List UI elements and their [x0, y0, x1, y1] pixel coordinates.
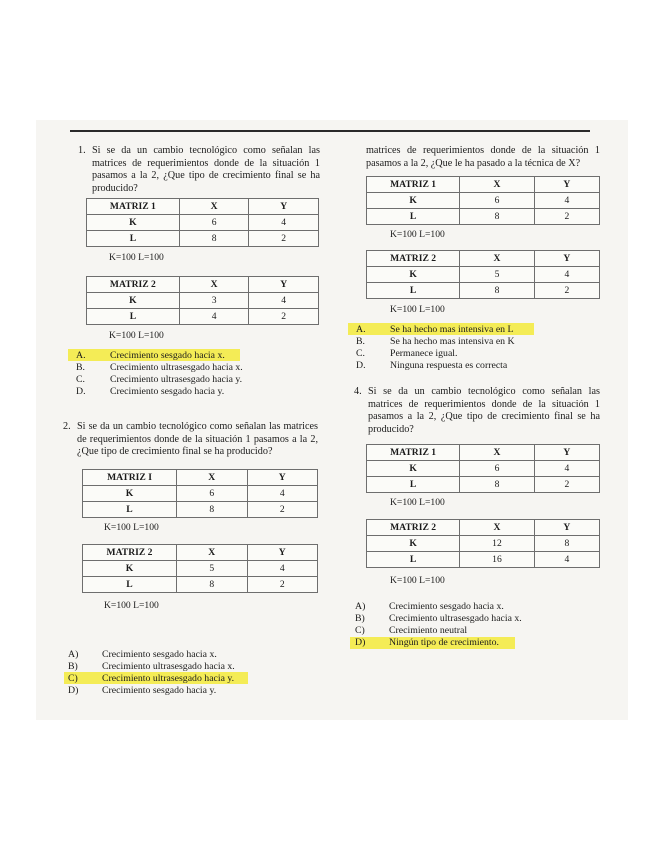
option-letter: D) — [68, 685, 79, 696]
q1-matriz2-table — [86, 276, 319, 325]
q1-option-b — [76, 362, 243, 374]
option-letter: B. — [76, 362, 85, 373]
cell: 3 — [179, 293, 249, 309]
q2-option-b — [68, 661, 235, 673]
table-header: Y — [249, 199, 319, 215]
table-header: X — [177, 545, 248, 561]
table-header: Y — [249, 277, 319, 293]
q1-option-c — [76, 374, 242, 386]
q3-matriz2-kl: K=100 L=100 — [390, 304, 445, 315]
table-header: X — [460, 251, 535, 267]
question-2-number: 2. — [63, 421, 71, 432]
cell: 6 — [177, 486, 248, 502]
cell: 8 — [177, 502, 248, 518]
table-header: Y — [247, 470, 318, 486]
option-letter: B. — [356, 336, 365, 347]
option-letter: C. — [356, 348, 365, 359]
cell: 2 — [247, 502, 318, 518]
question-4-number: 4. — [354, 386, 362, 397]
option-letter: D. — [76, 386, 86, 397]
q4-matriz1-table — [366, 444, 600, 493]
table-header: MATRIZ I — [83, 470, 177, 486]
cell: 4 — [534, 552, 599, 568]
row-label: L — [367, 477, 460, 493]
question-3-text: matrices de requerimientos donde de la situación 1 pasamos a la 2, ¿Que le ha pasado a la técnica de X? — [366, 145, 600, 169]
option-text: Se ha hecho mas intensiva en L — [390, 324, 514, 335]
row-label: K — [87, 215, 180, 231]
row-label: L — [367, 283, 460, 299]
option-letter: D. — [356, 360, 366, 371]
question-1 — [78, 145, 320, 195]
cell: 4 — [534, 267, 599, 283]
cell: 2 — [534, 283, 599, 299]
q3-option-c — [356, 348, 457, 360]
option-text: Crecimiento sesgado hacia x. — [110, 350, 225, 361]
question-2-text: Si se da un cambio tecnológico como señalan las matrices de requerimientos donde de la situación 1 pasamos a la 2, ¿Que tipo de crecimiento final se ha producido? — [77, 421, 318, 457]
q4-matriz1-kl: K=100 L=100 — [390, 497, 445, 508]
table-header: X — [179, 277, 249, 293]
q2-matriz1-kl: K=100 L=100 — [104, 522, 159, 533]
question-3-continued — [366, 145, 600, 170]
table-header: MATRIZ 1 — [367, 177, 460, 193]
cell: 5 — [460, 267, 535, 283]
q1-matriz1-kl: K=100 L=100 — [109, 252, 164, 263]
cell: 4 — [247, 561, 318, 577]
option-text: Ninguna respuesta es correcta — [390, 360, 508, 371]
option-letter: A. — [76, 350, 86, 361]
q2-matriz1-table — [82, 469, 318, 518]
q2-option-d — [68, 685, 216, 697]
option-text: Crecimiento neutral — [389, 625, 468, 636]
table-header: Y — [534, 251, 599, 267]
table-header: X — [177, 470, 248, 486]
table-header: X — [460, 177, 535, 193]
q3-option-a — [356, 324, 514, 336]
table-header: MATRIZ 2 — [367, 251, 460, 267]
option-text: Crecimiento ultrasesgado hacia x. — [110, 362, 243, 373]
q4-matriz2-kl: K=100 L=100 — [390, 575, 445, 586]
q1-matriz2-kl: K=100 L=100 — [109, 330, 164, 341]
cell: 6 — [179, 215, 249, 231]
cell: 6 — [460, 461, 535, 477]
q1-option-a — [76, 350, 225, 362]
option-letter: B) — [68, 661, 78, 672]
cell: 4 — [534, 461, 599, 477]
option-letter: A) — [355, 601, 366, 612]
question-4-text: Si se da un cambio tecnológico como señalan las matrices de requerimientos donde de la situación 1 pasamos a la 2, ¿Que tipo de crecimiento final se ha producido? — [368, 386, 600, 435]
cell: 4 — [179, 309, 249, 325]
q2-option-a — [68, 649, 217, 661]
row-label: K — [367, 267, 460, 283]
cell: 2 — [534, 209, 599, 225]
option-text: Crecimiento ultrasesgado hacia x. — [389, 613, 522, 624]
cell: 4 — [249, 293, 319, 309]
option-text: Se ha hecho mas intensiva en K — [390, 336, 515, 347]
q3-matriz2-table — [366, 250, 600, 299]
q2-matriz2-table — [82, 544, 318, 593]
table-header: X — [460, 445, 535, 461]
row-label: K — [83, 561, 177, 577]
option-letter: C) — [355, 625, 365, 636]
q3-option-b — [356, 336, 515, 348]
table-header: Y — [534, 445, 599, 461]
option-text: Crecimiento sesgado hacia x. — [389, 601, 504, 612]
option-text: Crecimiento ultrasesgado hacia y. — [102, 673, 235, 684]
row-label: L — [83, 502, 177, 518]
cell: 6 — [460, 193, 535, 209]
q3-matriz1-table — [366, 176, 600, 225]
row-label: K — [367, 193, 460, 209]
table-header: MATRIZ 1 — [87, 199, 180, 215]
cell: 2 — [249, 309, 319, 325]
row-label: K — [367, 461, 460, 477]
option-letter: D) — [355, 637, 366, 648]
option-text: Crecimiento sesgado hacia y. — [102, 685, 217, 696]
row-label: L — [367, 552, 460, 568]
option-text: Crecimiento sesgado hacia y. — [110, 386, 225, 397]
q3-matriz1-kl: K=100 L=100 — [390, 229, 445, 240]
cell: 4 — [249, 215, 319, 231]
q4-option-c — [355, 625, 467, 637]
header-rule — [70, 130, 590, 132]
q1-option-d — [76, 386, 224, 398]
row-label: L — [87, 231, 180, 247]
table-header: X — [460, 520, 535, 536]
option-text: Permanece igual. — [390, 348, 458, 359]
cell: 8 — [177, 577, 248, 593]
q4-option-a — [355, 601, 504, 613]
cell: 8 — [179, 231, 249, 247]
table-header: Y — [534, 177, 599, 193]
option-text: Crecimiento sesgado hacia x. — [102, 649, 217, 660]
row-label: L — [87, 309, 180, 325]
cell: 2 — [534, 477, 599, 493]
cell: 8 — [460, 477, 535, 493]
table-header: MATRIZ 2 — [87, 277, 180, 293]
option-letter: C. — [76, 374, 85, 385]
option-letter: A. — [356, 324, 366, 335]
q1-matriz1-table — [86, 198, 319, 247]
option-text: Ningún tipo de crecimiento. — [389, 637, 499, 648]
question-1-number: 1. — [78, 145, 86, 156]
cell: 8 — [460, 209, 535, 225]
cell: 4 — [247, 486, 318, 502]
option-text: Crecimiento ultrasesgado hacia y. — [110, 374, 243, 385]
row-label: K — [87, 293, 180, 309]
question-4 — [354, 386, 600, 436]
row-label: L — [83, 577, 177, 593]
option-letter: B) — [355, 613, 365, 624]
table-header: Y — [534, 520, 599, 536]
q4-option-d — [355, 637, 499, 649]
cell: 2 — [247, 577, 318, 593]
q4-option-b — [355, 613, 522, 625]
table-header: MATRIZ 2 — [83, 545, 177, 561]
option-letter: C) — [68, 673, 78, 684]
q3-option-d — [356, 360, 507, 372]
table-header: Y — [247, 545, 318, 561]
question-1-text: Si se da un cambio tecnológico como señalan las matrices de requerimientos donde de la situación 1 pasamos a la 2, ¿Que tipo de crecimiento final se ha producido? — [92, 145, 320, 194]
cell: 4 — [534, 193, 599, 209]
cell: 2 — [249, 231, 319, 247]
q4-matriz2-table — [366, 519, 600, 568]
table-header: X — [179, 199, 249, 215]
cell: 8 — [534, 536, 599, 552]
cell: 5 — [177, 561, 248, 577]
row-label: K — [83, 486, 177, 502]
row-label: K — [367, 536, 460, 552]
table-header: MATRIZ 2 — [367, 520, 460, 536]
question-2 — [63, 421, 318, 459]
cell: 12 — [460, 536, 535, 552]
q2-option-c — [68, 673, 234, 685]
cell: 8 — [460, 283, 535, 299]
option-text: Crecimiento ultrasesgado hacia x. — [102, 661, 235, 672]
q2-matriz2-kl: K=100 L=100 — [104, 600, 159, 611]
row-label: L — [367, 209, 460, 225]
table-header: MATRIZ 1 — [367, 445, 460, 461]
option-letter: A) — [68, 649, 79, 660]
cell: 16 — [460, 552, 535, 568]
